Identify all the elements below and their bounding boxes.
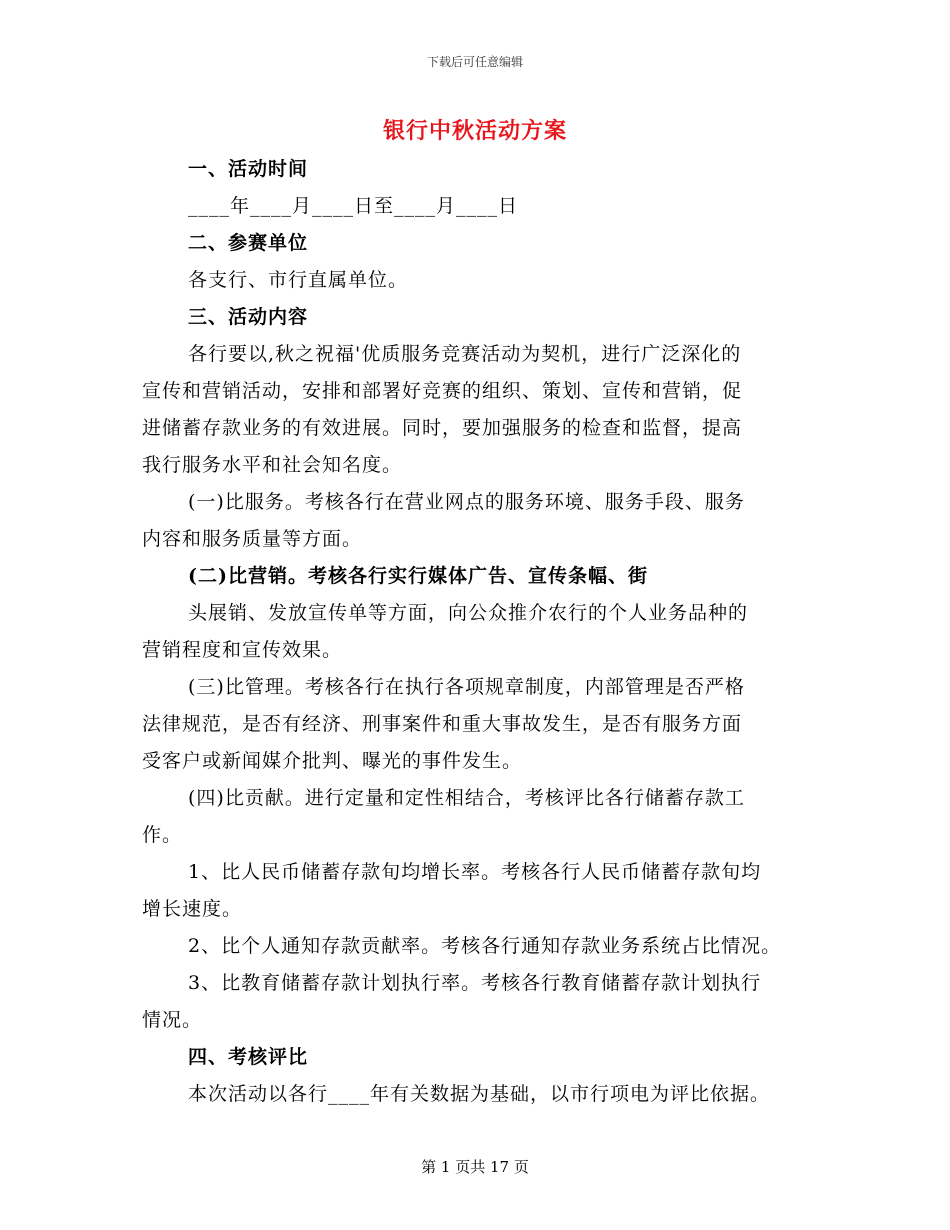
paragraph-line: 各支行、市行直属单位。 [188, 269, 409, 291]
paragraph-line: (二)比营销。考核各行实行媒体广告、宣传条幅、街 [188, 565, 648, 587]
paragraph-line: 进储蓄存款业务的有效进展。同时，要加强服务的检查和监督，提高 [142, 417, 743, 439]
paragraph-line: 法律规范，是否有经济、刑事案件和重大事故发生，是否有服务方面 [142, 713, 743, 735]
paragraph-line: (三)比管理。考核各行在执行各项规章制度，内部管理是否严格 [188, 676, 745, 698]
paragraph-line: (一)比服务。考核各行在营业网点的服务环境、服务手段、服务 [188, 491, 745, 513]
paragraph-line: 各行要以,秋之祝福'优质服务竞赛活动为契机，进行广泛深化的 [188, 343, 742, 365]
paragraph-line: 受客户或新闻媒介批判、曝光的事件发生。 [142, 750, 523, 772]
header-note: 下载后可任意编辑 [426, 55, 523, 69]
paragraph-line: 本次活动以各行____年有关数据为基础，以市行项电为评比依据。 [188, 1083, 771, 1105]
paragraph-line: (四)比贡献。进行定量和定性相结合，考核评比各行储蓄存款工 [188, 787, 745, 809]
section-heading: 四、考核评比 [188, 1046, 309, 1068]
paragraph-line: 作。 [142, 824, 183, 846]
page-number: 第 1 页共 17 页 [421, 1158, 529, 1176]
paragraph-line: 1、比人民币储蓄存款旬均增长率。考核各行人民币储蓄存款旬均 [188, 861, 762, 883]
paragraph-line: 2、比个人通知存款贡献率。考核各行通知存款业务系统占比情况。 [188, 935, 782, 957]
paragraph-line: 情况。 [142, 1009, 203, 1031]
paragraph-line: 营销程度和宣传效果。 [142, 639, 343, 661]
section-heading: 一、活动时间 [188, 158, 309, 180]
paragraph-line: 增长速度。 [142, 898, 243, 920]
paragraph-line: 宣传和营销活动，安排和部署好竞赛的组织、策划、宣传和营销，促 [142, 380, 743, 402]
section-heading: 三、活动内容 [188, 306, 309, 328]
paragraph-line: 内容和服务质量等方面。 [142, 528, 363, 550]
paragraph-line: 我行服务水平和社会知名度。 [142, 454, 403, 476]
section-heading: 二、参赛单位 [188, 232, 309, 254]
paragraph-line: 头展销、发放宣传单等方面，向公众推介农行的个人业务品种的 [188, 602, 749, 624]
paragraph-line: ____年____月____日至____月____日 [188, 195, 519, 217]
paragraph-line: 3、比教育储蓄存款计划执行率。考核各行教育储蓄存款计划执行 [188, 972, 762, 994]
document-title: 银行中秋活动方案 [382, 118, 567, 144]
